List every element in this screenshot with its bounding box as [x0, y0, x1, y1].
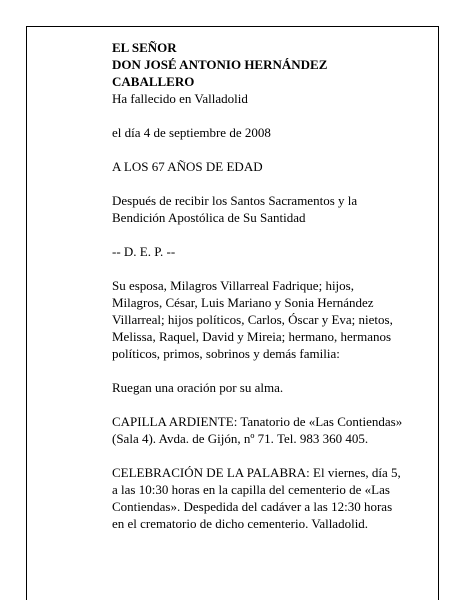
celebration-line: a las 10:30 horas en la capilla del cementerio de «Las: [112, 482, 390, 497]
title-line: DON JOSÉ ANTONIO HERNÁNDEZ: [112, 57, 328, 72]
page-border-right: [438, 26, 439, 600]
died-in-text: Ha fallecido en Valladolid: [112, 91, 248, 106]
family-line: Su esposa, Milagros Villarreal Fadrique; hijos,: [112, 278, 354, 293]
family-text: [112, 277, 430, 362]
age-text: A LOS 67 AÑOS DE EDAD: [112, 159, 263, 174]
rip-text: -- D. E. P. --: [112, 244, 176, 259]
sacraments-line: Después de recibir los Santos Sacramentos y la: [112, 193, 358, 208]
family-line: Milagros, César, Luis Mariano y Sonia Hernández: [112, 295, 374, 310]
family-line: Villarreal; hijos políticos, Carlos, Óscar y Eva; nietos,: [112, 312, 393, 327]
celebration-line: en el crematorio de dicho cementerio. Valladolid.: [112, 516, 369, 531]
prayer-text: Ruegan una oración por su alma.: [112, 380, 284, 395]
chapel-line: (Sala 4). Avda. de Gijón, nº 71. Tel. 983 360 405.: [112, 431, 369, 446]
chapel-text: [112, 413, 430, 447]
deceased-name: [112, 39, 430, 90]
sacraments-line: Bendición Apostólica de Su Santidad: [112, 210, 306, 225]
family-line: Melissa, Raquel, David y Mireia; hermano, hermanos: [112, 329, 392, 344]
date-text: el día 4 de septiembre de 2008: [112, 125, 271, 140]
chapel-line: CAPILLA ARDIENTE: Tanatorio de «Las Contiendas»: [112, 414, 403, 429]
celebration-line: CELEBRACIÓN DE LA PALABRA: El viernes, día 5,: [112, 465, 401, 480]
obituary-content: [112, 39, 430, 549]
page-border-left: [26, 26, 27, 600]
page-border-top: [26, 26, 439, 27]
title-line: EL SEÑOR: [112, 40, 177, 55]
sacraments-text: [112, 192, 430, 226]
family-line: políticos, primos, sobrinos y demás familia:: [112, 346, 340, 361]
title-line: CABALLERO: [112, 74, 195, 89]
celebration-line: Contiendas». Despedida del cadáver a las 12:30 horas: [112, 499, 393, 514]
celebration-text: [112, 464, 430, 532]
